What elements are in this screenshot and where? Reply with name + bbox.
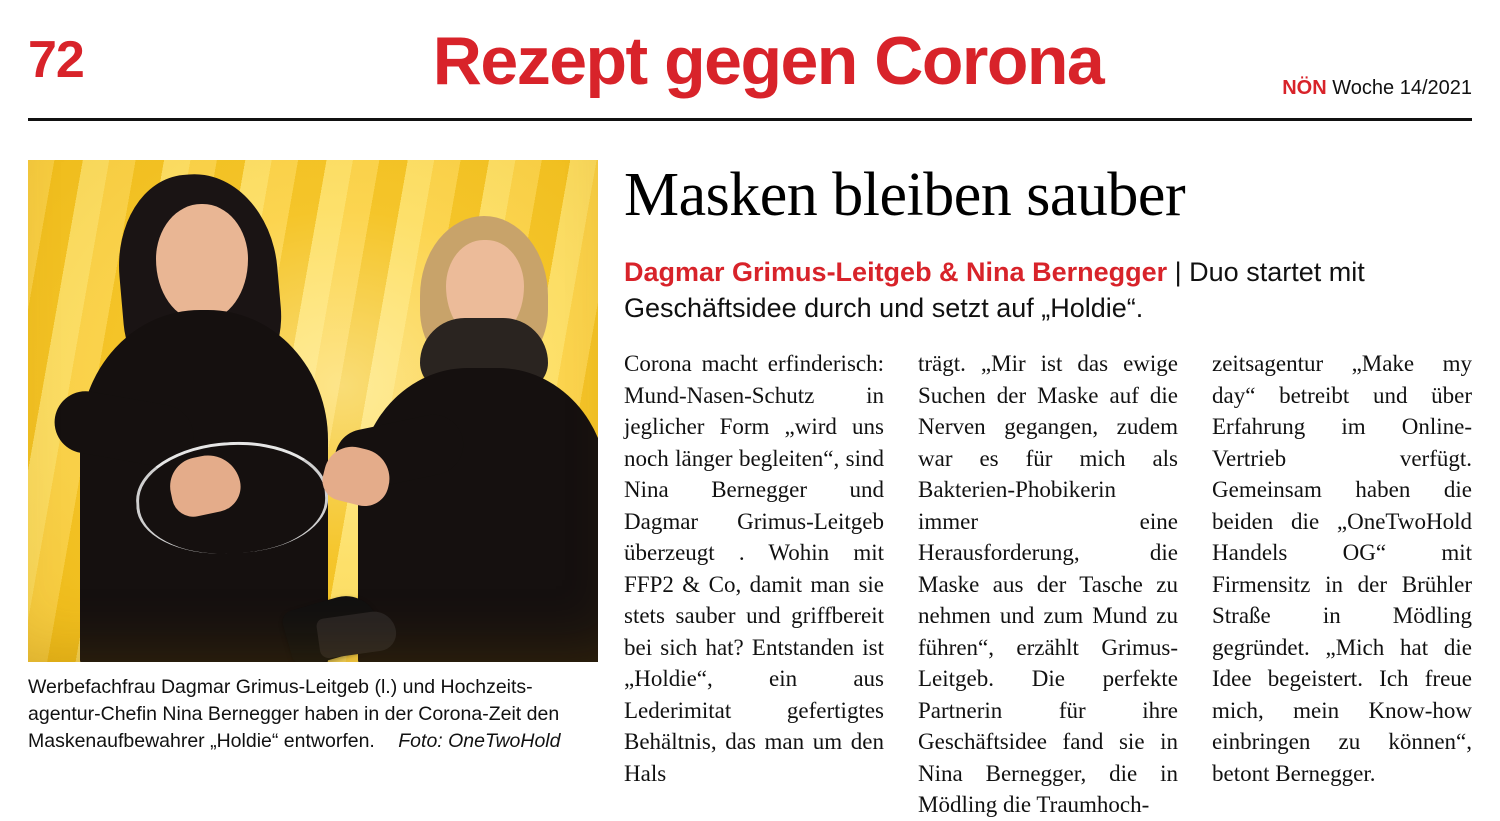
- photo-caption-text: Werbefachfrau Dagmar Grimus-Leitgeb (l.) und Hochzeits-agentur-Chefin Nina Bernegger haben in der Corona-Zeit den Maskenaufbewahrer „Holdie“ entworfen.: [28, 676, 560, 752]
- article-column-3: [1212, 348, 1472, 821]
- photo-column: [28, 160, 598, 755]
- article-columns: [624, 348, 1472, 821]
- article-photo: [28, 160, 598, 662]
- issue-week: Woche 14/2021: [1332, 77, 1472, 99]
- issue-info: [1282, 76, 1472, 100]
- article-column-2-text: trägt. „Mir ist das ewige Suchen der Maske auf die Nerven gegangen, zudem war es für mich als Bakterien-Phobikerin immer eine Herausforderung, die Maske aus der Tasche zu nehmen und zum Mund zu führen“, erzählt Grimus-Leitgeb. Die perfekte Partnerin für ihre Geschäftsidee fand sie in Nina Bernegger, die in Mödling die Traumhoch-: [918, 351, 1178, 817]
- article-column-2: [918, 348, 1178, 821]
- article-column-1-text: Corona macht erfinderisch: Mund-Nasen-Schutz in jeglicher Form „wird uns noch länger begleiten“, sind Nina Bernegger und Dagmar Grimus-Leitgeb überzeugt . Wohin mit FFP2 & Co, damit man sie stets sauber und griffbereit bei sich hat? Entstanden ist „Holdie“, ein aus Lederimitat gefertigtes Behältnis, das man um den Hals: [624, 351, 884, 786]
- article-subhead-separator: |: [1174, 257, 1182, 287]
- page-number: 72: [28, 31, 84, 89]
- article-subhead-text: Duo startet mit Geschäftsidee durch und setzt auf „Holdie“.: [624, 257, 1365, 323]
- article-headline: Masken bleiben sauber: [624, 161, 1186, 229]
- masthead: [28, 18, 1472, 110]
- article-body: [624, 160, 1472, 821]
- photo-credit: Foto: OneTwoHold: [398, 730, 561, 752]
- article-subhead-names: Dagmar Grimus-Leitgeb & Nina Bernegger: [624, 257, 1168, 287]
- section-title: Rezept gegen Corona: [432, 23, 1104, 99]
- publication-brand: NÖN: [1282, 77, 1327, 99]
- photo-vignette: [28, 160, 598, 662]
- photo-caption: [28, 674, 598, 755]
- horizontal-rule: [28, 118, 1472, 121]
- article-column-3-text: zeitsagentur „Make my day“ betreibt und über Erfahrung im Online-Vertrieb verfügt. Gemeinsam haben die beiden die „OneTwoHold Handels OG“ mit Firmensitz in der Brühler Straße in Mödling gegründet. „Mich hat die Idee begeistert. Ich freue mich, mein Know-how einbringen zu können“, betont Bernegger.: [1212, 351, 1472, 786]
- article-column-1: [624, 348, 884, 821]
- article-subhead: [624, 254, 1472, 326]
